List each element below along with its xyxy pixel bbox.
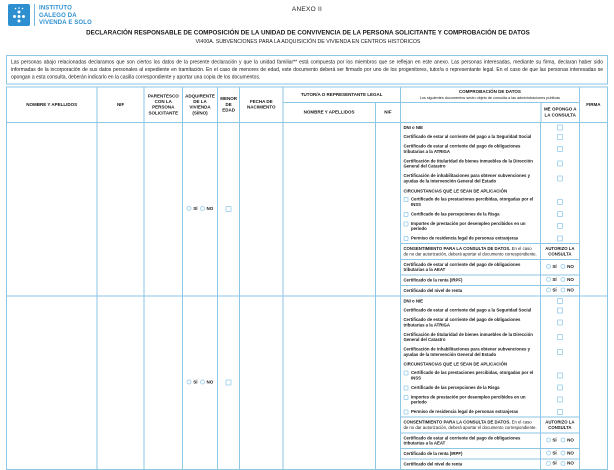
document-label bbox=[401, 306, 540, 315]
consent-document-label bbox=[401, 459, 540, 469]
me-opongo-checkbox[interactable] bbox=[557, 349, 563, 355]
me-opongo-spacer bbox=[540, 186, 578, 195]
document-label bbox=[401, 296, 540, 305]
autorizo-si-label: SÍ bbox=[552, 276, 557, 282]
circunstancia-text: Certificado de las percepciones de la Risga bbox=[410, 384, 500, 390]
consent-document-label bbox=[401, 433, 540, 449]
circunstancia-row bbox=[401, 209, 579, 219]
document-row bbox=[401, 306, 579, 315]
me-opongo-checkbox[interactable] bbox=[557, 223, 563, 229]
document-text: Certificación de titularidad de bienes inmuebles de la Dirección General del Catastro bbox=[403, 158, 533, 169]
me-opongo-cell bbox=[540, 142, 578, 157]
consent-title-rest: En el caso de no dar autorización, deberá aportar el documento correspondiente. bbox=[403, 246, 537, 257]
autorizo-si-option bbox=[546, 450, 557, 456]
menor-edad-cell bbox=[218, 122, 240, 295]
me-opongo-checkbox[interactable] bbox=[557, 146, 563, 152]
autorizo-si-option bbox=[546, 461, 557, 467]
autorizo-no-option bbox=[561, 450, 574, 456]
autorizo-no-radio[interactable] bbox=[561, 264, 566, 269]
adquirente-option-cell bbox=[182, 296, 217, 469]
autorizo-si-label: SÍ bbox=[552, 450, 557, 456]
document-text: Certificado de estar al corriente del pago de obligaciones tributarias a la ATRIGA bbox=[403, 317, 521, 328]
header-documents-spacer bbox=[400, 102, 541, 122]
logo-line-3: VIVENDA E SOLO bbox=[39, 18, 92, 26]
circunstancia-text: Certificado de las prestaciones percibidas, otorgadas por el INSS bbox=[410, 370, 534, 381]
consent-document-text: Certificado de estar al corriente del pago de obligaciones tributarias a la AEAT bbox=[403, 261, 521, 273]
me-opongo-checkbox[interactable] bbox=[557, 319, 563, 325]
me-opongo-cell bbox=[540, 219, 578, 234]
consent-document-text: Certificado del nivel de renta bbox=[403, 461, 463, 467]
circunstancia-text: Certificado de las percepciones de la Risga bbox=[410, 211, 500, 217]
me-opongo-cell bbox=[540, 368, 578, 383]
me-opongo-checkbox[interactable] bbox=[557, 372, 563, 378]
autorizo-si-option bbox=[546, 264, 557, 270]
circunstancia-apply-checkbox[interactable] bbox=[403, 221, 408, 226]
adquirente-no-radio[interactable] bbox=[200, 380, 205, 385]
document-label bbox=[401, 132, 540, 141]
input-cell-fecha-nacimiento[interactable] bbox=[240, 122, 283, 295]
document-text: DNI o NIE bbox=[403, 124, 424, 130]
adquirente-si-radio[interactable] bbox=[187, 206, 192, 211]
circunstancia-inner bbox=[403, 385, 537, 391]
me-opongo-cell bbox=[540, 344, 578, 359]
document-text: Certificación de titularidad de bienes inmuebles de la Dirección General del Catastro bbox=[403, 331, 533, 343]
section-title-row bbox=[401, 359, 579, 368]
circunstancia-text: Importes de prestación por desempleo percibidos en un período bbox=[410, 220, 526, 232]
header-nif: NIF bbox=[97, 87, 144, 122]
circunstancia-label bbox=[401, 234, 540, 244]
document-label bbox=[401, 344, 540, 359]
document-text: Certificado de estar al corriente del pago de obligaciones tributarias a la ATRIGA bbox=[403, 143, 521, 154]
consent-title-bold: CONSENTIMIENTO PARA LA CONSULTA DE DATOS. bbox=[403, 246, 511, 252]
autorizo-no-radio[interactable] bbox=[561, 438, 566, 443]
me-opongo-checkbox[interactable] bbox=[557, 397, 563, 403]
circunstancia-apply-checkbox[interactable] bbox=[403, 197, 408, 202]
adquirente-option-cell bbox=[182, 122, 217, 295]
document-row bbox=[401, 156, 579, 171]
circunstancia-inner bbox=[403, 211, 537, 217]
page-subtitle: VI400A. SUBVENCIONES PARA LA ADQUISICIÓN DE VIVIENDA EN CENTROS HISTÓRICOS bbox=[195, 38, 421, 45]
autorizo-no-option bbox=[561, 287, 574, 293]
circunstancia-text: Permiso de residencia legal de personas extranjeras bbox=[410, 409, 519, 415]
autorizo-no-option bbox=[561, 277, 574, 283]
adquirente-no-label: NO bbox=[206, 379, 214, 385]
consent-document-text: Certificado del nivel de renta bbox=[403, 287, 463, 293]
input-cell-tutor-nif[interactable] bbox=[375, 296, 400, 469]
consent-document-label bbox=[401, 275, 540, 285]
me-opongo-checkbox[interactable] bbox=[557, 235, 563, 241]
circunstancia-label bbox=[401, 368, 540, 383]
input-cell-tutor-nif[interactable] bbox=[375, 122, 400, 295]
table-row bbox=[7, 122, 608, 295]
circunstancias-title-text: CIRCUNSTANCIAS QUE LE SEAN DE APLICACIÓN bbox=[403, 188, 508, 194]
input-cell-nombre-apellidos[interactable] bbox=[7, 122, 97, 295]
autorizo-no-label: NO bbox=[567, 287, 574, 293]
circunstancia-row bbox=[401, 219, 579, 234]
document-label bbox=[401, 315, 540, 330]
autorizo-si-radio[interactable] bbox=[546, 264, 551, 269]
autorizo-si-option bbox=[546, 287, 557, 293]
adquirente-si-radio[interactable] bbox=[187, 380, 192, 385]
autorizo-no-label: NO bbox=[567, 450, 574, 456]
section-title-row bbox=[401, 186, 579, 195]
circunstancia-inner bbox=[403, 236, 537, 242]
me-opongo-checkbox[interactable] bbox=[557, 175, 563, 181]
consent-document-label bbox=[401, 285, 540, 295]
circunstancia-row bbox=[401, 368, 579, 383]
input-cell-nif[interactable] bbox=[97, 122, 144, 295]
input-cell-tutor-nombre[interactable] bbox=[283, 296, 375, 469]
me-opongo-cell bbox=[540, 392, 578, 407]
me-opongo-spacer bbox=[540, 359, 578, 368]
circunstancia-row bbox=[401, 234, 579, 244]
circunstancia-inner bbox=[403, 221, 537, 232]
circunstancia-inner bbox=[403, 370, 537, 381]
me-opongo-cell bbox=[540, 132, 578, 141]
consent-document-text: Certificado de la renta (IRPF) bbox=[403, 451, 463, 457]
comprobacion-subtitle: Los siguientes documentos serán objeto de consulta a las administraciones públicas bbox=[419, 95, 561, 101]
me-opongo-cell bbox=[540, 234, 578, 244]
consent-title bbox=[401, 417, 540, 433]
header-adquirente: ADQUIRENTE DE LA VIVIENDA (SÍ/NO) bbox=[182, 87, 217, 122]
consent-document-text: Certificado de la renta (IRPF) bbox=[403, 277, 463, 283]
circunstancias-title bbox=[401, 359, 540, 368]
autorizo-si-radio[interactable] bbox=[546, 451, 551, 456]
header-tutor-nif: NIF bbox=[375, 102, 400, 122]
autorizo-no-label: NO bbox=[567, 276, 574, 282]
consent-header-row bbox=[401, 417, 579, 433]
document-text: Certificado de estar al corriente del pago a la Seguridad Social bbox=[403, 134, 532, 140]
menor-edad-cell bbox=[218, 296, 240, 469]
me-opongo-cell bbox=[540, 123, 578, 132]
header-menor-edad: MENOR DE EDAD bbox=[218, 87, 240, 122]
autorizo-si-label: SÍ bbox=[552, 263, 557, 269]
autorizo-si-radio[interactable] bbox=[546, 461, 551, 466]
consent-title-bold: CONSENTIMIENTO PARA LA CONSULTA DE DATOS. bbox=[403, 419, 511, 425]
consent-row bbox=[401, 433, 579, 449]
autorizo-no-label: NO bbox=[567, 263, 574, 269]
me-opongo-checkbox[interactable] bbox=[557, 298, 563, 304]
circunstancia-row bbox=[401, 383, 579, 393]
adquirente-si-label: SÍ bbox=[193, 206, 198, 212]
autorizo-option-cell bbox=[540, 285, 578, 295]
circunstancia-text: Permiso de residencia legal de personas extranjeras bbox=[410, 235, 519, 241]
header-fecha-nacimiento: FECHA DE NACIMIENTO bbox=[240, 87, 283, 122]
comprobacion-block bbox=[400, 122, 579, 295]
consent-document-label bbox=[401, 449, 540, 459]
consent-header-row bbox=[401, 244, 579, 260]
table-row bbox=[7, 296, 608, 469]
me-opongo-checkbox[interactable] bbox=[557, 385, 563, 391]
autorizo-si-label: SÍ bbox=[552, 460, 557, 466]
circunstancia-apply-checkbox[interactable] bbox=[403, 371, 408, 376]
circunstancia-label bbox=[401, 209, 540, 219]
circunstancia-apply-checkbox[interactable] bbox=[403, 236, 408, 241]
document-label bbox=[401, 171, 540, 186]
document-text: Certificación de inhabilitaciones para obtener subvenciones y ayudas de la Intervención General del Estado bbox=[403, 346, 530, 357]
firma-field[interactable] bbox=[579, 296, 607, 469]
autorizo-si-option bbox=[546, 437, 557, 443]
autorizo-no-radio[interactable] bbox=[561, 451, 566, 456]
autorizo-options bbox=[546, 450, 574, 456]
document-row bbox=[401, 171, 579, 186]
autorizo-si-label: SÍ bbox=[552, 287, 557, 293]
adquirente-no-radio[interactable] bbox=[200, 206, 205, 211]
autorizo-no-radio[interactable] bbox=[561, 461, 566, 466]
document-row bbox=[401, 344, 579, 359]
me-opongo-checkbox[interactable] bbox=[557, 334, 563, 340]
autorizo-option-cell bbox=[540, 449, 578, 459]
me-opongo-checkbox[interactable] bbox=[557, 134, 563, 140]
circunstancia-row bbox=[401, 392, 579, 407]
autorizo-si-radio[interactable] bbox=[546, 288, 551, 293]
consent-row bbox=[401, 449, 579, 459]
autorizo-options bbox=[546, 264, 574, 270]
autorizo-label: AUTORIZO LA CONSULTA bbox=[545, 246, 575, 257]
document-text: DNI o NIE bbox=[403, 298, 424, 304]
circunstancia-label bbox=[401, 392, 540, 407]
circunstancia-apply-checkbox[interactable] bbox=[403, 410, 408, 415]
autorizo-option-cell bbox=[540, 459, 578, 469]
adquirente-no-label: NO bbox=[206, 206, 214, 212]
circunstancias-title-text: CIRCUNSTANCIAS QUE LE SEAN DE APLICACIÓN bbox=[403, 361, 508, 367]
consent-row bbox=[401, 275, 579, 285]
circunstancia-row bbox=[401, 407, 579, 417]
autorizo-options bbox=[546, 287, 574, 293]
me-opongo-checkbox[interactable] bbox=[557, 307, 563, 313]
input-cell-parentesco[interactable] bbox=[144, 296, 182, 469]
document-row bbox=[401, 296, 579, 305]
me-opongo-checkbox[interactable] bbox=[557, 161, 563, 167]
page-title: DECLARACIÓN RESPONSABLE DE COMPOSICIÓN DE LA UNIDAD DE CONVIVENCIA DE LA PERSONA SOLICITANTE Y COMPROBACIÓN DE DATOS bbox=[86, 29, 530, 36]
autorizo-option-cell bbox=[540, 433, 578, 449]
circunstancias-title bbox=[401, 186, 540, 195]
circunstancia-apply-checkbox[interactable] bbox=[403, 385, 408, 390]
me-opongo-cell bbox=[540, 383, 578, 393]
header-me-opongo: ME OPONGO A LA CONSULTA bbox=[541, 102, 579, 122]
menor-edad-checkbox[interactable] bbox=[226, 379, 232, 385]
autorizo-si-radio[interactable] bbox=[546, 438, 551, 443]
autorizo-option-cell bbox=[540, 275, 578, 285]
document-label bbox=[401, 330, 540, 345]
input-cell-nif[interactable] bbox=[97, 296, 144, 469]
intro-text: Las personas abajo relacionadas declaramos que son ciertos los datos de la presente declaración y que la unidad familiar** está compuesta por los miembros que se reflejan en este anexo. Las personas interesadas, mediante su firma, declaran haber sido informadas de la incorporación de sus datos personales al expediente en tramitación. En el caso de menores de edad, este documento deberá ser firmado por uno de los progenitores, tutor/a o representante legal. En el caso de que las personas interesadas se opongan a esta consulta, deberán indicarlo en la casilla correspondiente y aportar una copia de los documentos. bbox=[6, 55, 608, 85]
me-opongo-cell bbox=[540, 306, 578, 315]
circunstancia-inner bbox=[403, 394, 537, 405]
header-firma: FIRMA bbox=[579, 87, 607, 122]
input-cell-fecha-nacimiento[interactable] bbox=[240, 296, 283, 469]
document-row bbox=[401, 330, 579, 345]
annex-label: ANEXO II bbox=[291, 5, 323, 13]
header-comprobacion-datos bbox=[400, 87, 579, 102]
header-parentesco: PARENTESCO CON LA PERSONA SOLICITANTE bbox=[144, 87, 182, 122]
input-cell-nombre-apellidos[interactable] bbox=[7, 296, 97, 469]
document-label bbox=[401, 123, 540, 132]
autorizo-no-radio[interactable] bbox=[561, 277, 566, 282]
me-opongo-checkbox[interactable] bbox=[557, 409, 563, 415]
autorizo-no-label: NO bbox=[567, 437, 574, 443]
circunstancia-apply-checkbox[interactable] bbox=[403, 212, 408, 217]
autorizo-no-label: NO bbox=[567, 460, 574, 466]
me-opongo-checkbox[interactable] bbox=[557, 199, 563, 205]
autorizo-options bbox=[546, 277, 574, 283]
logo-line-1: INSTITUTO bbox=[39, 4, 72, 12]
autorizo-no-radio[interactable] bbox=[561, 288, 566, 293]
autorizo-label: AUTORIZO LA CONSULTA bbox=[545, 419, 575, 430]
autorizo-options bbox=[546, 461, 574, 467]
page-header bbox=[0, 0, 614, 50]
consent-title bbox=[401, 244, 540, 260]
me-opongo-cell bbox=[540, 330, 578, 345]
me-opongo-cell bbox=[540, 171, 578, 186]
me-opongo-cell bbox=[540, 407, 578, 417]
autorizo-no-option bbox=[561, 461, 574, 467]
circunstancia-text: Certificado de las prestaciones percibidas, otorgadas por el INSS bbox=[410, 196, 534, 207]
comprobacion-title: COMPROBACIÓN DE DATOS bbox=[458, 89, 521, 94]
circunstancia-label bbox=[401, 195, 540, 210]
autorizo-header bbox=[540, 244, 578, 260]
autorizo-option-cell bbox=[540, 259, 578, 275]
autorizo-si-radio[interactable] bbox=[546, 277, 551, 282]
consent-document-text: Certificado de estar al corriente del pago de obligaciones tributarias a la AEAT bbox=[403, 435, 521, 446]
logo-divider bbox=[34, 4, 35, 26]
document-row bbox=[401, 142, 579, 157]
consent-row bbox=[401, 285, 579, 295]
consent-document-label bbox=[401, 259, 540, 275]
consent-row bbox=[401, 259, 579, 275]
document-row bbox=[401, 132, 579, 141]
input-cell-parentesco[interactable] bbox=[144, 122, 182, 295]
consent-title-rest: En el caso de no dar autorización, deberá aportar el documento correspondiente. bbox=[403, 419, 537, 430]
document-row bbox=[401, 123, 579, 132]
document-text: Certificación de inhabilitaciones para obtener subvenciones y ayudas de la Intervención General del Estado bbox=[403, 173, 530, 184]
adquirente-si-label: SÍ bbox=[193, 379, 198, 385]
document-label bbox=[401, 156, 540, 171]
header-nombre-apellidos: NOMBRE Y APELLIDOS bbox=[7, 87, 97, 122]
autorizo-no-option bbox=[561, 437, 574, 443]
circunstancia-row bbox=[401, 195, 579, 210]
autorizo-header bbox=[540, 417, 578, 433]
autorizo-si-label: SÍ bbox=[552, 437, 557, 443]
firma-field[interactable] bbox=[579, 122, 607, 295]
circunstancia-label bbox=[401, 407, 540, 417]
document-row bbox=[401, 315, 579, 330]
menor-edad-checkbox[interactable] bbox=[226, 206, 232, 212]
circunstancia-label bbox=[401, 219, 540, 234]
input-cell-tutor-nombre[interactable] bbox=[283, 122, 375, 295]
document-label bbox=[401, 142, 540, 157]
comprobacion-block bbox=[400, 296, 579, 469]
header-tutor-nombre: NOMBRE Y APELLIDOS bbox=[283, 102, 375, 122]
circunstancia-label bbox=[401, 383, 540, 393]
me-opongo-cell bbox=[540, 209, 578, 219]
autorizo-si-option bbox=[546, 277, 557, 283]
consent-row bbox=[401, 459, 579, 469]
me-opongo-checkbox[interactable] bbox=[557, 211, 563, 217]
circunstancia-inner bbox=[403, 197, 537, 208]
header-tutor-group: TUTOR/A O REPRESENTANTE LEGAL bbox=[283, 87, 401, 102]
circunstancia-inner bbox=[403, 409, 537, 415]
me-opongo-checkbox[interactable] bbox=[557, 124, 563, 130]
autorizo-no-option bbox=[561, 264, 574, 270]
circunstancia-text: Importes de prestación por desempleo percibidos en un período bbox=[410, 394, 526, 405]
me-opongo-cell bbox=[540, 315, 578, 330]
me-opongo-cell bbox=[540, 156, 578, 171]
autorizo-options bbox=[546, 437, 574, 443]
me-opongo-cell bbox=[540, 296, 578, 305]
circunstancia-apply-checkbox[interactable] bbox=[403, 395, 408, 400]
me-opongo-cell bbox=[540, 195, 578, 210]
main-table bbox=[6, 87, 608, 470]
logo-line-2: GALEGO DA bbox=[39, 11, 77, 19]
document-text: Certificado de estar al corriente del pago a la Seguridad Social bbox=[403, 307, 532, 313]
